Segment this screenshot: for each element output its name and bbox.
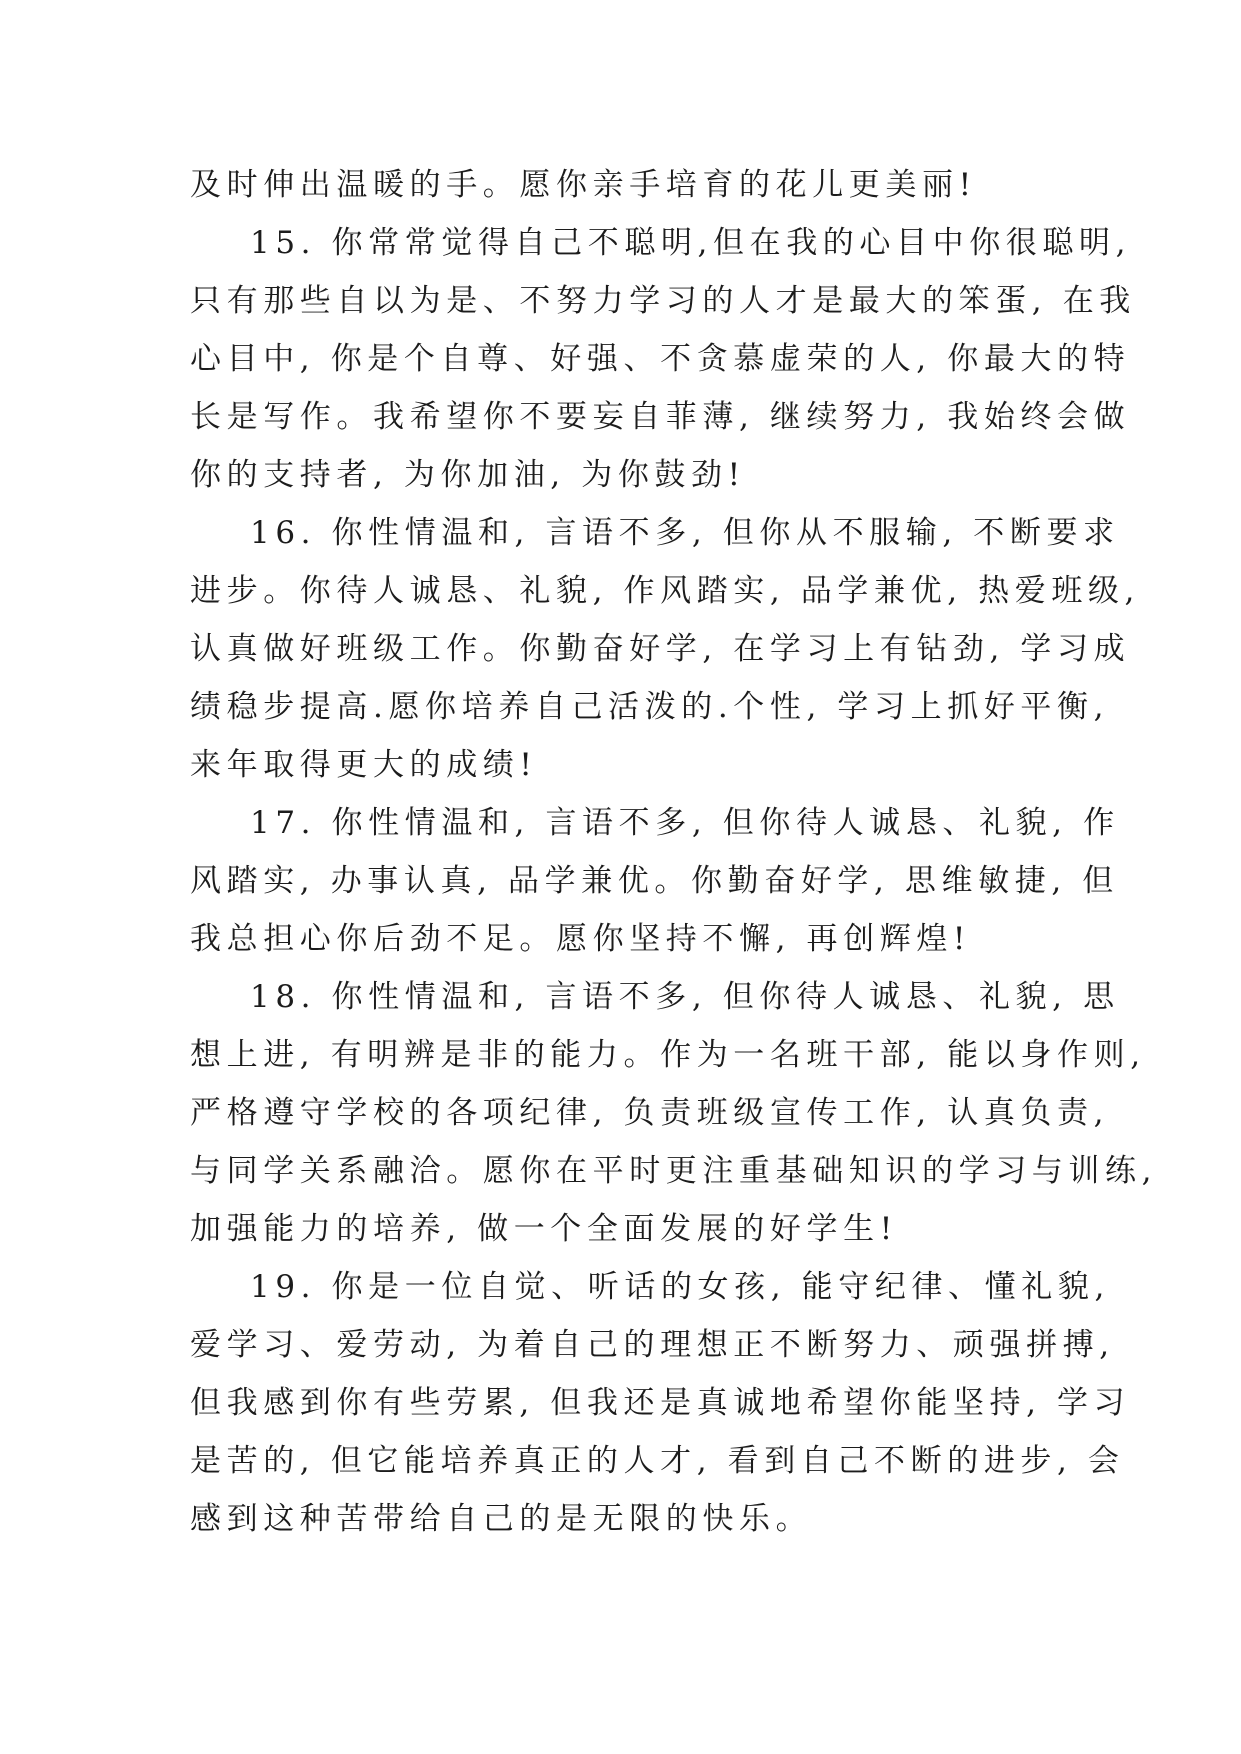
text-line: 加强能力的培养, 做一个全面发展的好学生! bbox=[190, 1211, 898, 1247]
text-line: 风踏实, 办事认真, 品学兼优。你勤奋好学, 思维敏捷, 但 bbox=[190, 863, 1119, 899]
text-line: 长是写作。我希望你不要妄自菲薄, 继续努力, 我始终会做 bbox=[190, 399, 1131, 435]
text-line: 严格遵守学校的各项纪律, 负责班级宣传工作, 认真负责, bbox=[190, 1095, 1110, 1131]
text-line: 心目中, 你是个自尊、好强、不贪慕虚荣的人, 你最大的特 bbox=[190, 341, 1131, 377]
text-line: 是苦的, 但它能培养真正的人才, 看到自己不断的进步, 会 bbox=[190, 1443, 1125, 1479]
paragraph-15-start: 15. 你常常觉得自己不聪明,但在我的心目中你很聪明, bbox=[250, 225, 1132, 261]
paragraph-18-start: 18. 你性情温和, 言语不多, 但你待人诚恳、礼貌, 思 bbox=[250, 979, 1120, 1015]
text-line: 感到这种苦带给自己的是无限的快乐。 bbox=[190, 1501, 813, 1537]
text-line: 只有那些自以为是、不努力学习的人才是最大的笨蛋, 在我 bbox=[190, 283, 1136, 319]
paragraph-19-start: 19. 你是一位自觉、听话的女孩, 能守纪律、懂礼貌, bbox=[250, 1269, 1110, 1305]
text-line: 你的支持者, 为你加油, 为你鼓劲! bbox=[190, 457, 746, 493]
paragraph-16-start: 16. 你性情温和, 言语不多, 但你从不服输, 不断要求 bbox=[250, 515, 1120, 551]
text-line: 但我感到你有些劳累, 但我还是真诚地希望你能坚持, 学习 bbox=[190, 1385, 1131, 1421]
text-line: 及时伸出温暖的手。愿你亲手培育的花儿更美丽! bbox=[190, 167, 977, 203]
text-line: 认真做好班级工作。你勤奋好学, 在学习上有钻劲, 学习成 bbox=[190, 631, 1131, 667]
text-line: 来年取得更大的成绩! bbox=[190, 747, 538, 783]
text-line: 进步。你待人诚恳、礼貌, 作风踏实, 品学兼优, 热爱班级, bbox=[190, 573, 1140, 609]
paragraph-17-start: 17. 你性情温和, 言语不多, 但你待人诚恳、礼貌, 作 bbox=[250, 805, 1120, 841]
text-line: 绩稳步提高.愿你培养自己活泼的.个性, 学习上抓好平衡, bbox=[190, 689, 1110, 725]
text-line: 想上进, 有明辨是非的能力。作为一名班干部, 能以身作则, bbox=[190, 1037, 1146, 1073]
text-line: 爱学习、爱劳动, 为着自己的理想正不断努力、顽强拼搏, bbox=[190, 1327, 1115, 1363]
text-line: 与同学关系融洽。愿你在平时更注重基础知识的学习与训练, bbox=[190, 1153, 1158, 1189]
text-line: 我总担心你后劲不足。愿你坚持不懈, 再创辉煌! bbox=[190, 921, 971, 957]
